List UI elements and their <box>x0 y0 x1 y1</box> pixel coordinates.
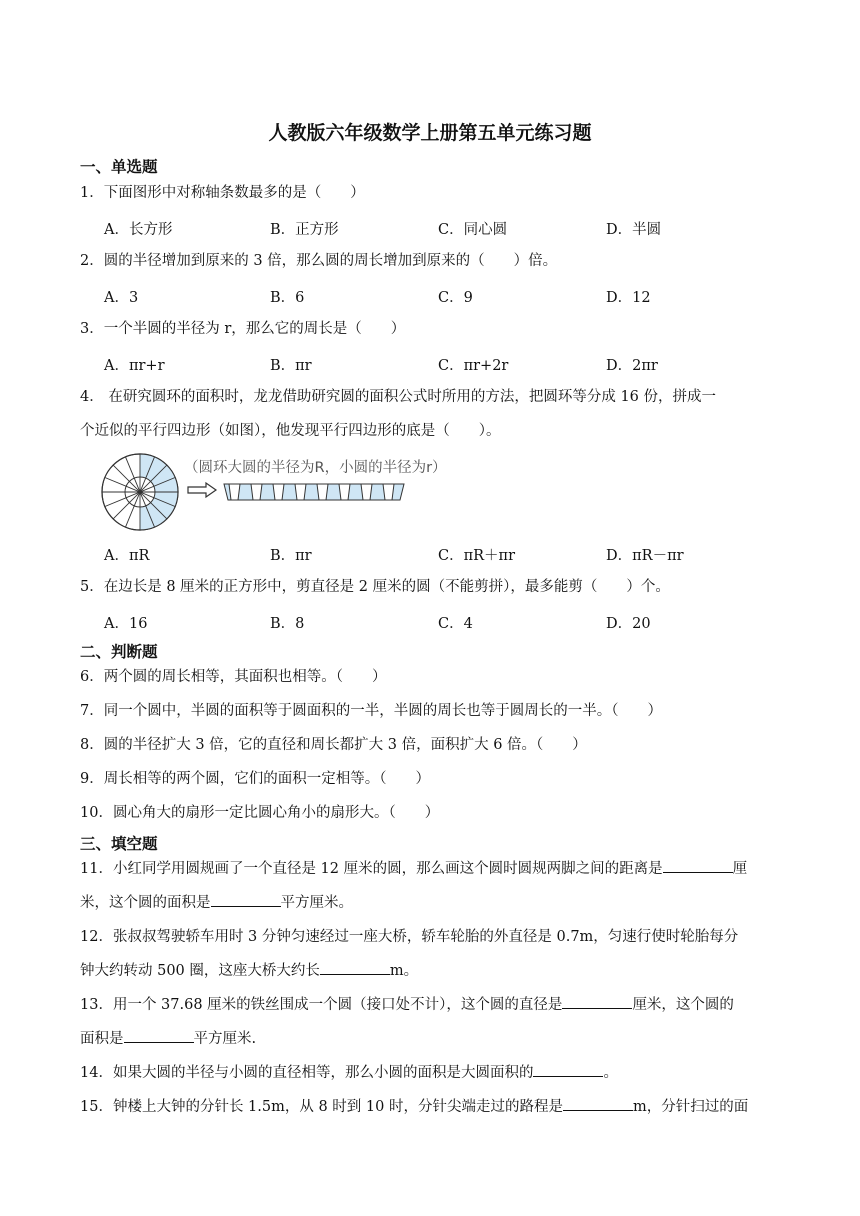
option-d: D．20 <box>606 616 651 632</box>
question-12-unit: m。 <box>389 963 419 979</box>
figure-caption: （圆环大圆的半径为R，小圆的半径为r） <box>184 460 447 476</box>
question-13-line-1 <box>80 988 800 1022</box>
answer-blank[interactable] <box>124 1028 194 1043</box>
option-c: C．πr+2r <box>438 358 509 374</box>
option-d: D．12 <box>606 290 651 306</box>
answer-blank[interactable] <box>563 1096 633 1111</box>
question-3: 3．一个半圆的半径为 r，那么它的周长是（ ） <box>80 321 406 337</box>
ring-figure <box>100 452 480 532</box>
question-11-text-3: 平方厘米。 <box>280 895 353 911</box>
option-c: C．同心圆 <box>438 222 508 238</box>
question-5: 5．在边长是 8 厘米的正方形中，剪直径是 2 厘米的圆（不能剪拼），最多能剪（ ）个。 <box>80 579 670 595</box>
question-15-text: 15．钟楼上大钟的分针长 1.5m，从 8 时到 10 时，分针尖端走过的路程是 <box>80 1099 563 1115</box>
question-13-text-2: 厘米，这个圆的 <box>632 997 734 1013</box>
question-15-text-2: m，分针扫过的面 <box>632 1099 749 1115</box>
question-11-text: 11．小红同学用圆规画了一个直径是 12 厘米的圆，那么画这个圆时圆规两脚之间的距离是 <box>80 861 663 877</box>
question-12-line-1: 12．张叔叔驾驶轿车用时 3 分钟匀速经过一座大桥，轿车轮胎的外直径是 0.7m，匀速行使时轮胎每分 <box>80 929 739 945</box>
question-10: 10．圆心角大的扇形一定比圆心角小的扇形大。（ ） <box>80 805 440 821</box>
option-d: D．πR－πr <box>606 548 684 564</box>
option-b: B．正方形 <box>270 222 339 238</box>
question-2: 2．圆的半径增加到原来的 3 倍，那么圆的周长增加到原来的（ ）倍。 <box>80 253 558 269</box>
question-13-text-4: 平方厘米. <box>193 1031 257 1047</box>
answer-blank[interactable] <box>533 1062 603 1077</box>
question-11-line-1 <box>80 852 800 886</box>
question-14-text: 14．如果大圆的半径与小圆的直径相等，那么小圆的面积是大圆面积的 <box>80 1065 534 1081</box>
question-14 <box>80 1056 780 1090</box>
question-15 <box>80 1090 800 1124</box>
question-11-line-2 <box>80 886 780 920</box>
question-11-text-2: 米，这个圆的面积是 <box>80 895 211 911</box>
question-11-unit: 厘 <box>732 861 748 877</box>
answer-blank[interactable] <box>663 858 733 873</box>
option-b: B．8 <box>270 616 305 632</box>
option-a: A．3 <box>104 290 139 306</box>
option-c: C．9 <box>438 290 473 306</box>
option-a: A．16 <box>104 616 148 632</box>
question-12-text: 钟大约转动 500 圈，这座大桥大约长 <box>80 963 320 979</box>
question-4-line-2: 个近似的平行四边形（如图），他发现平行四边形的底是（ ）。 <box>80 423 501 439</box>
option-a: A．πr+r <box>104 358 165 374</box>
question-6: 6．两个圆的周长相等，其面积也相等。（ ） <box>80 669 387 685</box>
option-b: B．πr <box>270 548 312 564</box>
answer-blank[interactable] <box>320 960 390 975</box>
option-d: D．半圆 <box>606 222 662 238</box>
page-title: 人教版六年级数学上册第五单元练习题 <box>268 122 592 144</box>
answer-blank[interactable] <box>562 994 632 1009</box>
section-heading-fill-blank: 三、填空题 <box>80 835 158 853</box>
question-7: 7．同一个圆中，半圆的面积等于圆面积的一半，半圆的周长也等于圆周长的一半。（ ） <box>80 703 662 719</box>
section-heading-single-choice: 一、单选题 <box>80 158 158 176</box>
answer-blank[interactable] <box>211 892 281 907</box>
question-13-line-2 <box>80 1022 780 1056</box>
question-13-text: 13．用一个 37.68 厘米的铁丝围成一个圆（接口处不计），这个圆的直径是 <box>80 997 563 1013</box>
question-14-end: 。 <box>603 1065 618 1081</box>
question-4-line-1: 4． 在研究圆环的面积时，龙龙借助研究圆的面积公式时所用的方法，把圆环等分成 16 份，拼成一 <box>80 389 716 405</box>
question-12-line-2 <box>80 954 780 988</box>
question-13-text-3: 面积是 <box>80 1031 124 1047</box>
option-c: C．πR＋πr <box>438 548 516 564</box>
option-b: B．6 <box>270 290 305 306</box>
option-c: C．4 <box>438 616 473 632</box>
question-1: 1．下面图形中对称轴条数最多的是（ ） <box>80 185 365 201</box>
option-a: A．长方形 <box>104 222 173 238</box>
question-9: 9．周长相等的两个圆，它们的面积一定相等。（ ） <box>80 771 430 787</box>
section-heading-true-false: 二、判断题 <box>80 643 158 661</box>
option-a: A．πR <box>104 548 150 564</box>
question-8: 8．圆的半径扩大 3 倍，它的直径和周长都扩大 3 倍，面积扩大 6 倍。（ ） <box>80 737 587 753</box>
option-b: B．πr <box>270 358 312 374</box>
option-d: D．2πr <box>606 358 658 374</box>
